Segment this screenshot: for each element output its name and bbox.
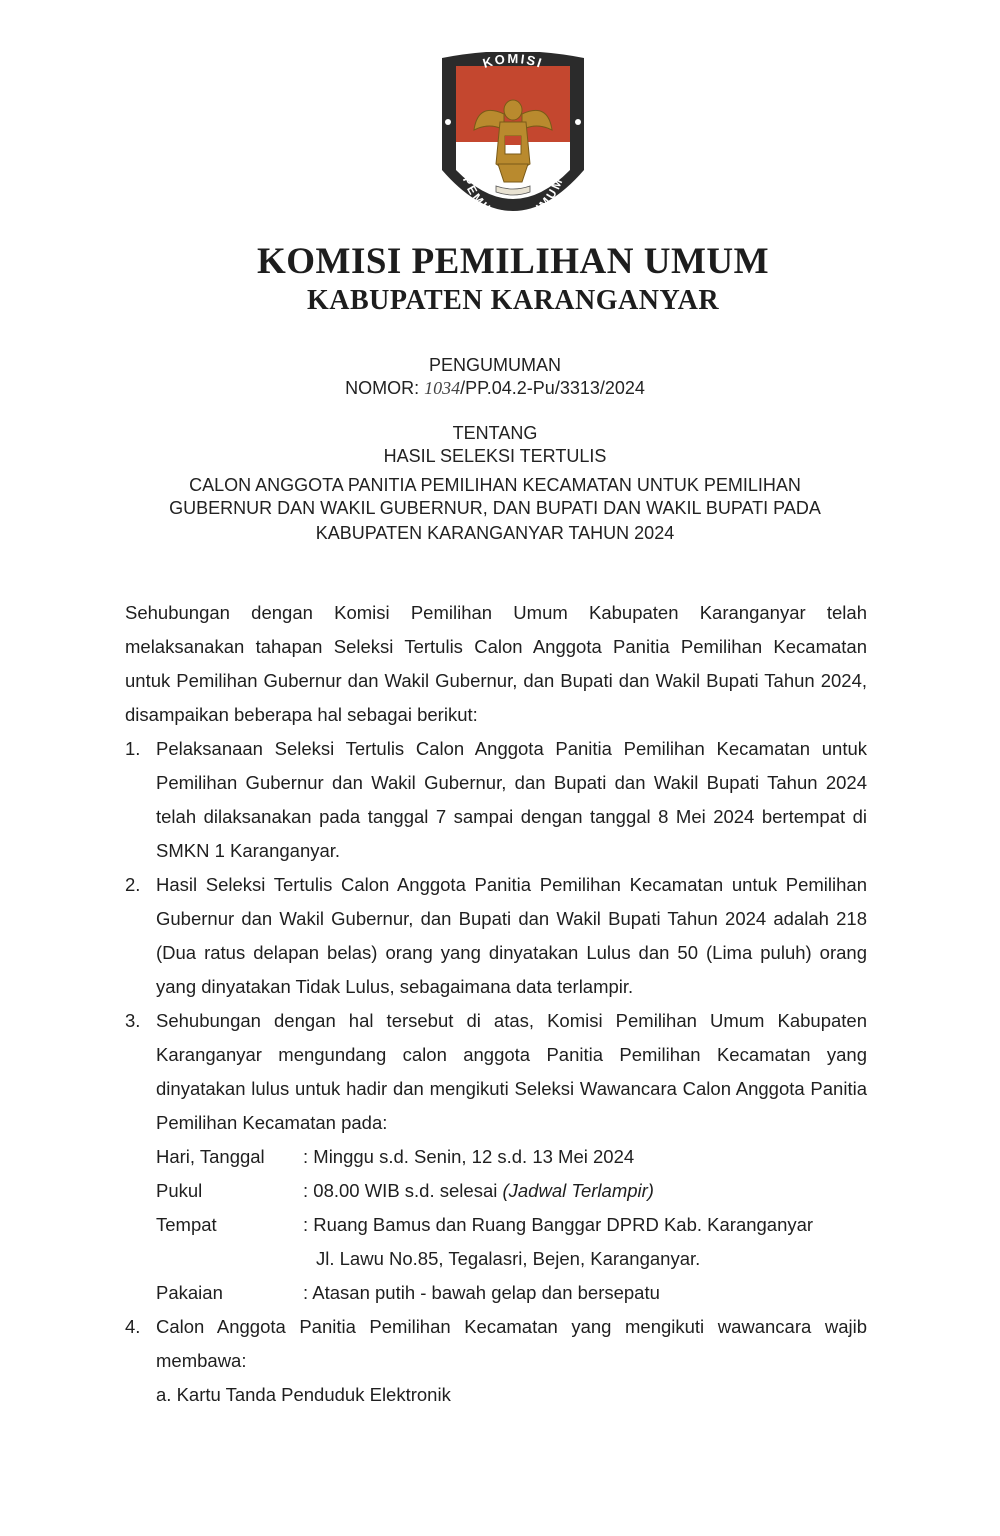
schedule-dress-value: : Atasan putih - bawah gelap dan bersepatu (303, 1282, 660, 1303)
nomor-handwritten: 1034 (424, 378, 461, 398)
schedule-place-value: : Ruang Bamus dan Ruang Banggar DPRD Kab. Karanganyar (303, 1214, 814, 1235)
announcement-type: PENGUMUMAN (428, 355, 561, 375)
schedule-time-note: (Jadwal Terlampir) (502, 1180, 654, 1201)
list-number: 1. (125, 738, 141, 759)
kpu-logo (438, 52, 588, 230)
list-number: 4. (125, 1316, 141, 1337)
schedule-dress-label: Pakaian (156, 1282, 223, 1303)
schedule-time-label: Pukul (156, 1180, 203, 1201)
org-subtitle: KABUPATEN KARANGANYAR (306, 285, 720, 316)
kpu-emblem-icon (438, 52, 588, 230)
list-number: 2. (125, 874, 141, 895)
tentang-label: TENTANG (452, 423, 538, 443)
title-line: GUBERNUR DAN WAKIL GUBERNUR, DAN BUPATI DAN WAKIL BUPATI PADA (169, 498, 821, 518)
title-line: KABUPATEN KARANGANYAR TAHUN 2024 (315, 523, 675, 543)
schedule-place-label: Tempat (156, 1214, 217, 1235)
org-name: KOMISI PEMILIHAN UMUM (256, 241, 770, 282)
intro-paragraph: Sehubungan dengan Komisi Pemilihan Umum Kabupaten Karanganyar telah melaksanakan tahapan Seleksi Tertulis Calon Anggota Panitia Pemilihan Kecamatan untuk Pemilihan Gubernur dan Wakil Gubernur, dan Bupati dan Wakil Bupati Tahun 2024, disampaikan beberapa hal sebagai berikut: (125, 602, 867, 725)
schedule-place-address: Jl. Lawu No.85, Tegalasri, Bejen, Karanganyar. (316, 1248, 701, 1269)
announcement-number (0, 377, 990, 399)
schedule-time-text: : 08.00 WIB s.d. selesai (303, 1180, 503, 1201)
svg-text:KOMISI: KOMISI (481, 52, 546, 72)
title-line: HASIL SELEKSI TERTULIS (383, 446, 607, 466)
sub-list-item: a. Kartu Tanda Penduduk Elektronik (156, 1384, 451, 1405)
svg-text:PEMILIHAN UMUM: PEMILIHAN UMUM (459, 174, 567, 226)
nomor-suffix: /PP.04.2-Pu/3313/2024 (460, 378, 645, 398)
schedule-time-value (303, 1174, 654, 1208)
list-number: 3. (125, 1010, 141, 1031)
list-item: Pelaksanaan Seleksi Tertulis Calon Anggota Panitia Pemilihan Kecamatan untuk Pemilihan Gubernur dan Wakil Gubernur, dan Bupati dan Wakil Bupati Tahun 2024 telah dilaksanakan pada tanggal 7 sampai dengan tanggal 8 Mei 2024 bertempat di SMKN 1 Karanganyar. (156, 738, 867, 861)
nomor-prefix: NOMOR: (345, 378, 425, 398)
schedule-day-value: : Minggu s.d. Senin, 12 s.d. 13 Mei 2024 (303, 1146, 635, 1167)
title-line: CALON ANGGOTA PANITIA PEMILIHAN KECAMATAN UNTUK PEMILIHAN (189, 475, 801, 495)
list-item: Sehubungan dengan hal tersebut di atas, Komisi Pemilihan Umum Kabupaten Karanganyar mengundang calon anggota Panitia Pemilihan Kecamatan yang dinyatakan lulus untuk hadir dan mengikuti Seleksi Wawancara Calon Anggota Panitia Pemilihan Kecamatan pada: (156, 1010, 867, 1133)
list-item: Hasil Seleksi Tertulis Calon Anggota Panitia Pemilihan Kecamatan untuk Pemilihan Gubernur dan Wakil Gubernur, dan Bupati dan Wakil Bupati Tahun 2024 adalah 218 (Dua ratus delapan belas) orang yang dinyatakan Lulus dan 50 (Lima puluh) orang yang dinyatakan Tidak Lulus, sebagaimana data terlampir. (156, 874, 867, 997)
schedule-day-label: Hari, Tanggal (156, 1146, 265, 1167)
list-item: Calon Anggota Panitia Pemilihan Kecamatan yang mengikuti wawancara wajib membawa: (156, 1316, 867, 1371)
